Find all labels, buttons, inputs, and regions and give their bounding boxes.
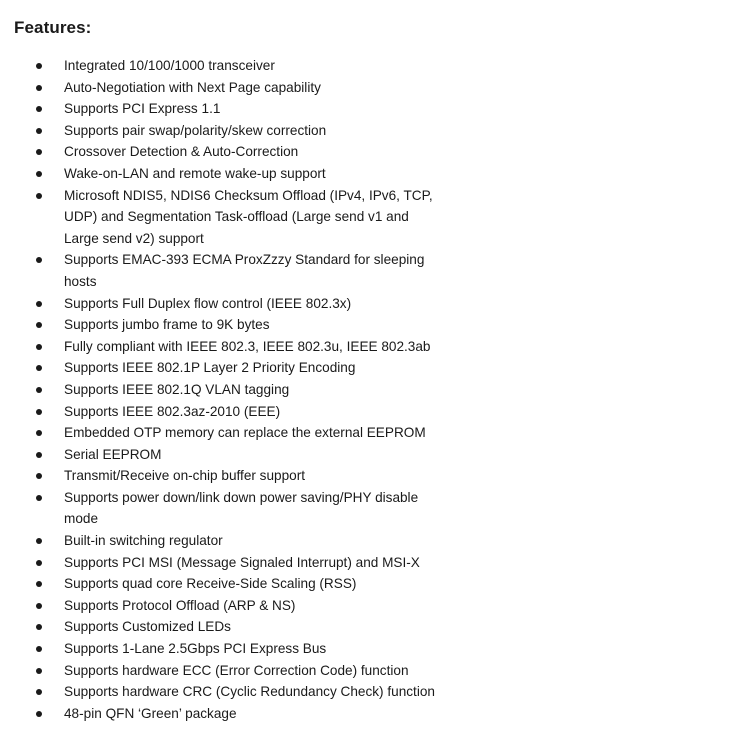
bullet-icon (36, 63, 42, 69)
bullet-icon (36, 646, 42, 652)
feature-item (0, 55, 520, 77)
bullet-icon (36, 560, 42, 566)
feature-item (0, 530, 520, 552)
features-heading: Features: (14, 18, 92, 37)
feature-text: Supports hardware CRC (Cyclic Redundancy Check) function (64, 684, 435, 700)
feature-item (0, 336, 520, 358)
feature-item (0, 314, 520, 336)
bullet-icon (36, 711, 42, 717)
feature-item (0, 465, 520, 487)
bullet-icon (36, 495, 42, 501)
feature-text: Wake-on-LAN and remote wake-up support (64, 165, 326, 181)
feature-text: Fully compliant with IEEE 802.3, IEEE 802.3u, IEEE 802.3ab (64, 338, 431, 354)
bullet-icon (36, 365, 42, 371)
feature-text: Supports PCI MSI (Message Signaled Interrupt) and MSI-X (64, 554, 420, 570)
feature-text: Supports pair swap/polarity/skew correction (64, 122, 327, 138)
feature-item (0, 120, 520, 142)
bullet-icon (36, 171, 42, 177)
feature-item (0, 401, 520, 423)
feature-text: Supports IEEE 802.1P Layer 2 Priority Encoding (64, 360, 356, 376)
feature-text: Supports quad core Receive-Side Scaling (RSS) (64, 576, 357, 592)
bullet-icon (36, 387, 42, 393)
bullet-icon (36, 624, 42, 630)
feature-item (0, 249, 520, 292)
feature-item (0, 444, 520, 466)
features-list (0, 55, 520, 724)
feature-item (0, 660, 520, 682)
feature-item (0, 638, 520, 660)
feature-text: Integrated 10/100/1000 transceiver (64, 58, 275, 73)
feature-text: Auto-Negotiation with Next Page capability (64, 79, 321, 95)
feature-item (0, 379, 520, 401)
feature-item (0, 163, 520, 185)
feature-item (0, 595, 520, 617)
bullet-icon (36, 85, 42, 91)
feature-item (0, 552, 520, 574)
feature-text: Supports jumbo frame to 9K bytes (64, 317, 270, 333)
feature-text: Supports Customized LEDs (64, 619, 231, 635)
bullet-icon (36, 128, 42, 134)
feature-text: Supports IEEE 802.1Q VLAN tagging (64, 381, 290, 397)
feature-item (0, 357, 520, 379)
feature-item (0, 616, 520, 638)
feature-item (0, 703, 520, 725)
bullet-icon (36, 322, 42, 328)
feature-item (0, 141, 520, 163)
bullet-icon (36, 344, 42, 350)
feature-item (0, 487, 520, 530)
feature-text: Built-in switching regulator (64, 533, 223, 549)
feature-text: Supports Full Duplex flow control (IEEE 802.3x) (64, 295, 352, 311)
bullet-icon (36, 409, 42, 415)
bullet-icon (36, 430, 42, 436)
bullet-icon (36, 193, 42, 199)
feature-text: Supports power down/link down power saving/PHY disable mode (64, 489, 419, 527)
feature-text: Supports PCI Express 1.1 (64, 101, 221, 117)
feature-item (0, 98, 520, 120)
feature-text: Transmit/Receive on-chip buffer support (64, 468, 306, 484)
bullet-icon (36, 689, 42, 695)
bullet-icon (36, 603, 42, 609)
feature-item (0, 293, 520, 315)
feature-text: Microsoft NDIS5, NDIS6 Checksum Offload (IPv4, IPv6, TCP, UDP) and Segmentation Task-offload (Large send v1 and Large send v2) support (64, 187, 433, 246)
bullet-icon (36, 257, 42, 263)
feature-text: Supports 1-Lane 2.5Gbps PCI Express Bus (64, 641, 327, 657)
bullet-icon (36, 452, 42, 458)
bullet-icon (36, 106, 42, 112)
bullet-icon (36, 473, 42, 479)
feature-text: Supports hardware ECC (Error Correction Code) function (64, 662, 409, 678)
bullet-icon (36, 149, 42, 155)
bullet-icon (36, 668, 42, 674)
feature-item (0, 77, 520, 99)
bullet-icon (36, 581, 42, 587)
feature-text: Serial EEPROM (64, 446, 162, 462)
feature-item (0, 681, 520, 703)
bullet-icon (36, 538, 42, 544)
feature-text: Crossover Detection & Auto-Correction (64, 144, 299, 160)
bullet-icon (36, 301, 42, 307)
feature-text: Embedded OTP memory can replace the external EEPROM (64, 425, 426, 441)
feature-item (0, 573, 520, 595)
feature-item (0, 422, 520, 444)
feature-text: Supports EMAC-393 ECMA ProxZzzy Standard for sleeping hosts (64, 252, 425, 289)
feature-text: 48-pin QFN ‘Green’ package (64, 705, 237, 721)
feature-text: Supports Protocol Offload (ARP & NS) (64, 597, 296, 613)
feature-item (0, 185, 520, 250)
feature-text: Supports IEEE 802.3az-2010 (EEE) (64, 403, 281, 419)
